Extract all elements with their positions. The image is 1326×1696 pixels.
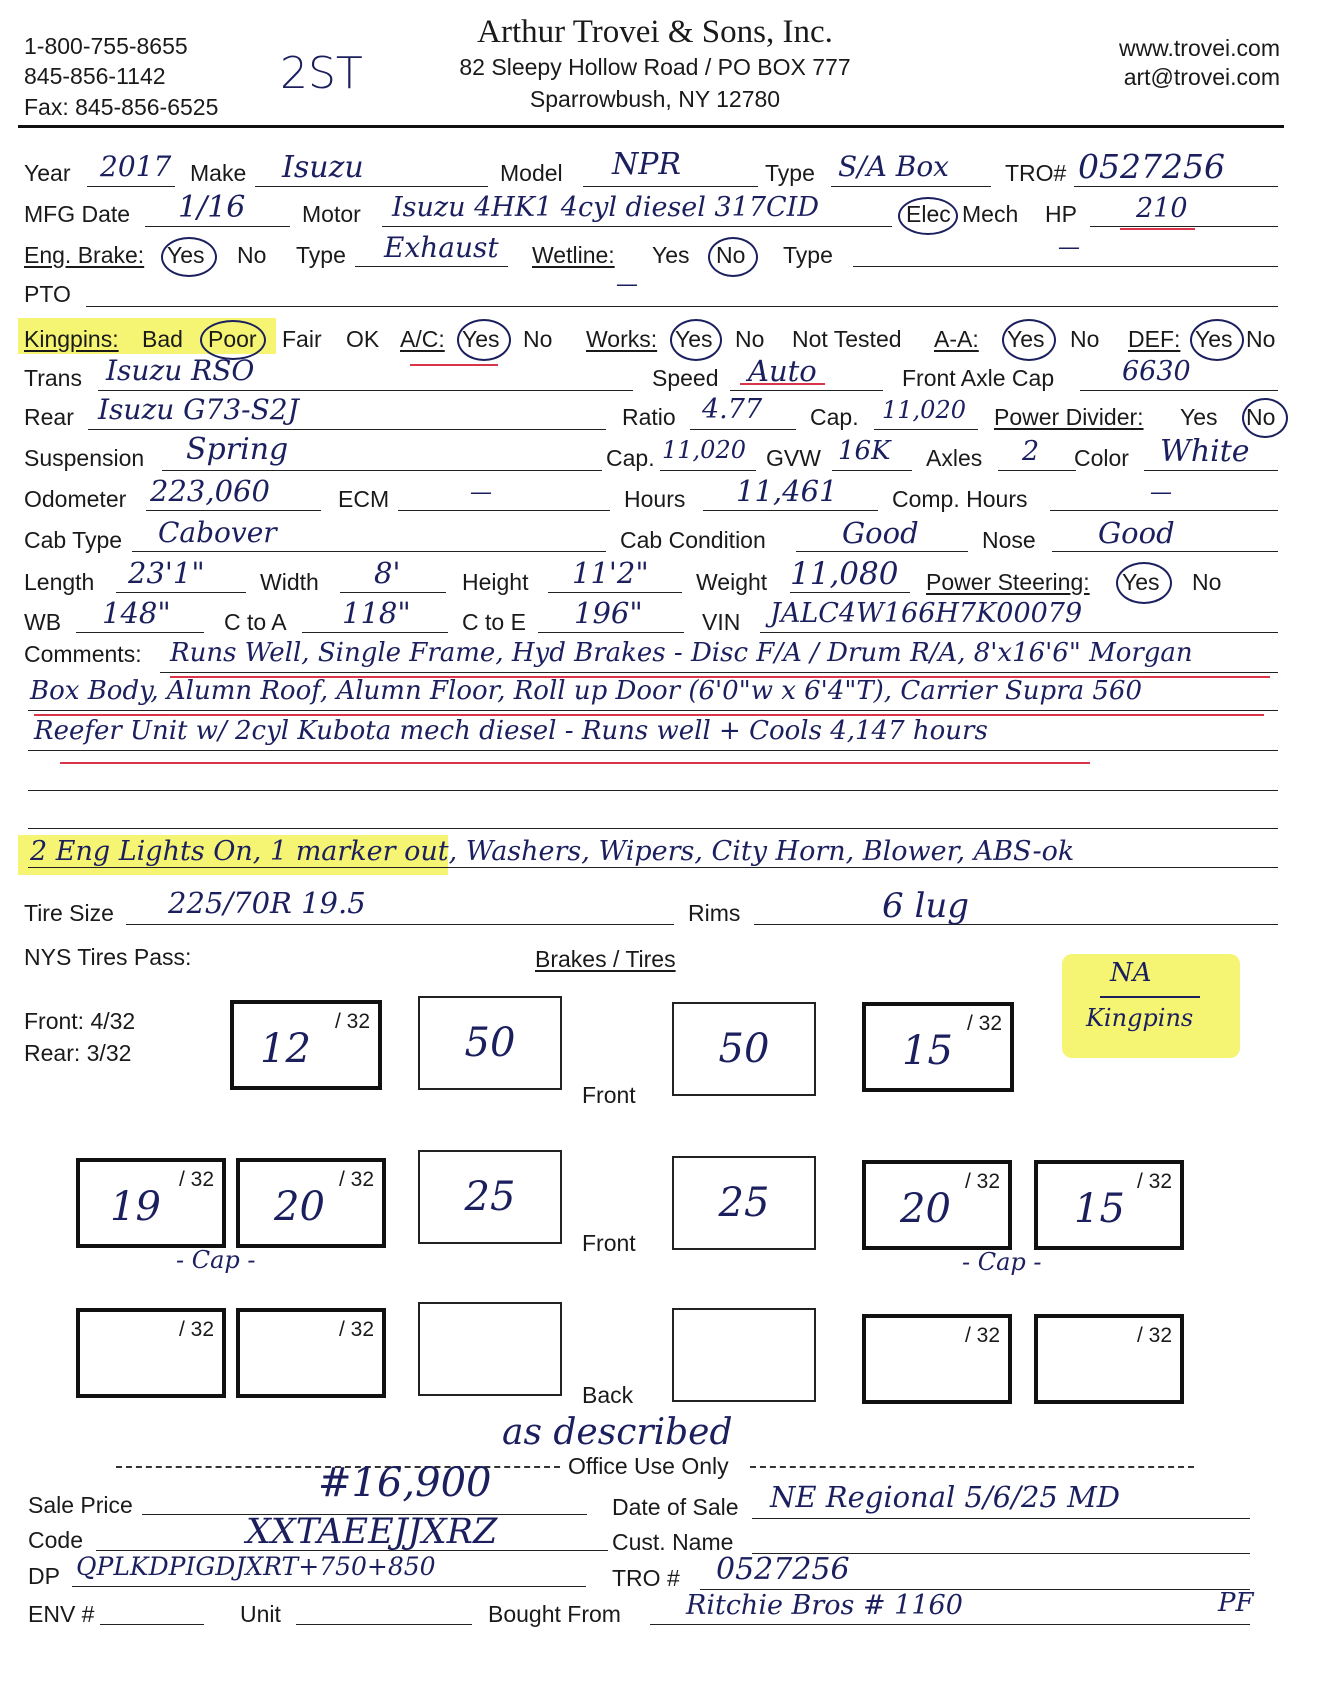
notes-line <box>28 867 1278 868</box>
wet-type-value[interactable]: — <box>1058 235 1080 260</box>
c-to-a-value[interactable]: 118" <box>342 596 411 630</box>
sale-price-value[interactable]: #16,900 <box>318 1460 492 1506</box>
ratio-line <box>690 429 796 430</box>
odometer-label: Odometer <box>24 486 127 512</box>
gvw-label: GVW <box>766 445 821 471</box>
wb-label: WB <box>24 609 62 635</box>
vin-label: VIN <box>702 609 741 635</box>
dp-value[interactable]: QPLKDPIGDJXRT+750+850 <box>76 1552 436 1581</box>
ac-red-mark <box>410 364 498 366</box>
c-to-a-label: C to A <box>224 609 287 635</box>
cap-right-note: - Cap - <box>962 1248 1042 1276</box>
mid-left-outer-tire-value: 19 <box>110 1184 161 1230</box>
company-website[interactable]: www.trovei.com <box>1118 35 1280 61</box>
mfg-date-line <box>145 226 290 227</box>
company-address-2: Sparrowbush, NY 12780 <box>529 86 781 112</box>
speed-value[interactable]: Auto <box>748 354 817 388</box>
sale-price-label: Sale Price <box>28 1492 133 1518</box>
tire-size-line <box>126 924 674 925</box>
susp-cap-label: Cap. <box>606 445 655 471</box>
phone-2: 845-856-1142 <box>24 63 166 89</box>
elec-option[interactable]: Elec <box>906 201 951 227</box>
speed-label: Speed <box>652 365 719 391</box>
power-divider-yes[interactable]: Yes <box>1180 404 1218 430</box>
comp-hours-value[interactable]: — <box>1150 480 1172 505</box>
mid-right-brake-value: 25 <box>718 1180 770 1226</box>
front-left-tire-box[interactable] <box>230 1000 382 1090</box>
front-left-brake-box[interactable] <box>418 996 562 1090</box>
comment-line-3 <box>28 750 1278 751</box>
hours-label: Hours <box>624 486 686 512</box>
env-line <box>100 1624 204 1625</box>
front-left-tire-denom: / 32 <box>334 1010 370 1033</box>
axles-label: Axles <box>926 445 983 471</box>
office-dash-right <box>750 1466 1194 1468</box>
hours-value[interactable]: 11,461 <box>736 474 838 508</box>
mid-left-inner-tire-value: 20 <box>274 1184 325 1230</box>
rear-left-inner-tire-denom: / 32 <box>338 1318 374 1341</box>
type-label: Type <box>765 160 815 186</box>
susp-cap-line <box>660 470 756 471</box>
c-to-e-line <box>538 632 684 633</box>
c-to-a-line <box>302 632 448 633</box>
front-right-tire-box[interactable] <box>862 1002 1014 1092</box>
wetline-dash: — <box>616 272 638 297</box>
power-steering-no[interactable]: No <box>1192 569 1222 595</box>
trans-label: Trans <box>24 365 82 391</box>
cab-condition-label: Cab Condition <box>620 527 766 553</box>
kingpins-note-top: NA <box>1110 958 1152 988</box>
mid-right-inner-tire-box[interactable] <box>862 1160 1012 1250</box>
wetline-yes[interactable]: Yes <box>652 242 690 268</box>
rear-label: Rear <box>24 404 74 430</box>
ratio-label: Ratio <box>622 404 676 430</box>
color-value[interactable]: White <box>1160 434 1250 469</box>
weight-line <box>790 592 910 593</box>
works-label: Works: <box>586 326 658 352</box>
pto-line <box>86 306 1278 307</box>
comp-hours-label: Comp. Hours <box>892 486 1028 512</box>
mid-left-inner-tire-box[interactable] <box>236 1158 386 1248</box>
front-left-tire-value: 12 <box>260 1026 311 1072</box>
back-label: Back <box>582 1382 634 1408</box>
works-no[interactable]: No <box>735 326 765 352</box>
rear-value[interactable]: Isuzu G73-S2J <box>98 393 299 426</box>
rear-left-brake-box[interactable] <box>418 1302 562 1396</box>
header-divider <box>18 125 1284 128</box>
kingpins-note-divider <box>1100 996 1200 998</box>
rear-left-outer-tire-box[interactable] <box>76 1308 226 1398</box>
ac-yes[interactable]: Yes <box>462 326 500 352</box>
mid-right-outer-tire-box[interactable] <box>1034 1160 1184 1250</box>
front-axle-cap-label: Front Axle Cap <box>902 365 1055 391</box>
odometer-line <box>146 510 321 511</box>
type-line <box>831 186 991 187</box>
bought-from-value[interactable]: Ritchie Bros # 1160 <box>686 1590 963 1621</box>
code-label: Code <box>28 1527 83 1553</box>
mid-left-brake-box[interactable] <box>418 1150 562 1244</box>
dp-line <box>72 1586 586 1587</box>
company-name: Arthur Trovei & Sons, Inc. <box>477 14 833 50</box>
mid-right-brake-box[interactable] <box>672 1156 816 1250</box>
color-label: Color <box>1074 445 1129 471</box>
c-to-e-label: C to E <box>462 609 526 635</box>
ratio-value[interactable]: 4.77 <box>702 394 763 425</box>
rear-cap-label: Cap. <box>810 404 859 430</box>
rear-right-brake-box[interactable] <box>672 1308 816 1402</box>
comment-3[interactable]: Reefer Unit w/ 2cyl Kubota mech diesel - Runs well + Cools 4,147 hours <box>34 716 988 746</box>
power-steering-yes[interactable]: Yes <box>1122 569 1160 595</box>
handwritten-code: 2ST <box>280 48 363 99</box>
front-right-tire-value: 15 <box>902 1028 953 1074</box>
mech-option[interactable]: Mech <box>962 201 1019 227</box>
wetline-label: Wetline: <box>532 242 615 268</box>
height-line <box>548 592 682 593</box>
works-not-tested[interactable]: Not Tested <box>792 326 902 352</box>
tro2-label: TRO # <box>612 1565 680 1591</box>
suspension-label: Suspension <box>24 445 145 471</box>
aa-label: A-A: <box>934 326 979 352</box>
cab-type-line <box>132 551 606 552</box>
wet-type-label: Type <box>783 242 833 268</box>
mid-left-outer-tire-denom: / 32 <box>178 1168 214 1191</box>
tro2-value[interactable]: 0527256 <box>716 1552 850 1587</box>
motor-line <box>382 226 892 227</box>
power-divider-no[interactable]: No <box>1246 404 1276 430</box>
rear-left-inner-tire-box[interactable] <box>236 1308 386 1398</box>
susp-cap-value[interactable]: 11,020 <box>662 436 746 464</box>
comment-line-2 <box>28 710 1278 711</box>
front-right-brake-box[interactable] <box>672 1002 816 1096</box>
comp-hours-line <box>1050 510 1278 511</box>
cab-type-value[interactable]: Cabover <box>158 516 277 549</box>
speed-line <box>730 390 883 391</box>
eng-type-line <box>355 266 508 267</box>
wb-line <box>76 632 204 633</box>
mid-right-inner-tire-value: 20 <box>900 1186 951 1232</box>
rims-line <box>754 924 1278 925</box>
length-label: Length <box>24 569 95 595</box>
hours-line <box>703 510 878 511</box>
model-line <box>583 186 758 187</box>
rims-value[interactable]: 6 lug <box>882 886 969 926</box>
comment-line-4 <box>28 790 1278 791</box>
eng-type-value[interactable]: Exhaust <box>384 231 499 264</box>
def-label: DEF: <box>1128 326 1181 352</box>
hp-value[interactable]: 210 <box>1136 193 1188 224</box>
width-value[interactable]: 8' <box>374 556 401 590</box>
unit-label: Unit <box>240 1601 281 1627</box>
kingpins-note-bottom: Kingpins <box>1086 1004 1194 1032</box>
color-line <box>1144 470 1278 471</box>
eng-brake-yes[interactable]: Yes <box>167 242 205 268</box>
unit-line <box>296 1624 472 1625</box>
hp-label: HP <box>1045 201 1077 227</box>
front-right-tire-denom: / 32 <box>966 1012 1002 1035</box>
trans-value[interactable]: Isuzu RSO <box>106 354 255 387</box>
mfg-date-label: MFG Date <box>24 201 131 227</box>
weight-value[interactable]: 11,080 <box>790 556 899 592</box>
ecm-line <box>398 510 610 511</box>
aa-yes[interactable]: Yes <box>1007 326 1045 352</box>
rear-cap-line <box>874 429 978 430</box>
height-label: Height <box>462 569 529 595</box>
motor-label: Motor <box>302 201 361 227</box>
nose-line <box>1052 551 1278 552</box>
axles-value[interactable]: 2 <box>1022 436 1040 467</box>
length-line <box>116 592 246 593</box>
width-label: Width <box>260 569 319 595</box>
width-line <box>340 592 446 593</box>
tire-size-label: Tire Size <box>24 900 114 926</box>
hp-red-mark <box>1120 228 1195 230</box>
rear-right-inner-tire-denom: / 32 <box>964 1324 1000 1347</box>
motor-value[interactable]: Isuzu 4HK1 4cyl diesel 317CID <box>392 192 819 223</box>
kingpins-ok[interactable]: OK <box>346 326 380 352</box>
mid-left-outer-tire-box[interactable] <box>76 1158 226 1248</box>
kingpins-poor[interactable]: Poor <box>208 326 257 352</box>
ecm-label: ECM <box>338 486 390 512</box>
vin-value[interactable]: JALC4W166H7K00079 <box>770 598 1083 629</box>
mid-left-inner-tire-denom: / 32 <box>338 1168 374 1191</box>
power-steering-label: Power Steering: <box>926 569 1090 595</box>
works-yes[interactable]: Yes <box>675 326 713 352</box>
vin-line <box>760 632 1278 633</box>
inspection-notes[interactable]: 2 Eng Lights On, 1 marker out, Washers, Wipers, City Horn, Blower, ABS-ok <box>30 836 1075 867</box>
nose-label: Nose <box>982 527 1036 553</box>
tro-line <box>1074 186 1278 187</box>
eng-brake-no[interactable]: No <box>237 242 267 268</box>
type-value[interactable]: S/A Box <box>838 150 949 183</box>
aa-no[interactable]: No <box>1070 326 1100 352</box>
rear-line <box>88 429 606 430</box>
comments-label: Comments: <box>24 641 142 667</box>
company-email[interactable]: art@trovei.com <box>1123 64 1280 90</box>
cap-left-note: - Cap - <box>176 1246 256 1274</box>
cab-type-label: Cab Type <box>24 527 123 553</box>
suspension-line <box>162 470 602 471</box>
speed-red-mark <box>740 383 825 385</box>
date-of-sale-label: Date of Sale <box>612 1494 739 1520</box>
front-axle-cap-line <box>1080 390 1278 391</box>
gvw-line <box>832 470 912 471</box>
phone-1: 1-800-755-8655 <box>24 33 188 59</box>
weight-label: Weight <box>696 569 768 595</box>
nys-tires-label: NYS Tires Pass: <box>24 944 192 970</box>
rims-label: Rims <box>688 900 741 926</box>
company-address-1: 82 Sleepy Hollow Road / PO BOX 777 <box>459 54 851 80</box>
trans-line <box>98 390 633 391</box>
mfg-date-value[interactable]: 1/16 <box>178 190 246 225</box>
model-label: Model <box>500 160 563 186</box>
cust-name-label: Cust. Name <box>612 1529 734 1555</box>
wb-value[interactable]: 148" <box>102 596 171 630</box>
brakes-tires-heading: Brakes / Tires <box>535 946 676 972</box>
year-value[interactable]: 2017 <box>100 150 172 183</box>
rear-cap-value[interactable]: 11,020 <box>882 396 966 424</box>
as-described-note: as described <box>502 1412 733 1453</box>
ac-label: A/C: <box>400 326 445 352</box>
nose-value[interactable]: Good <box>1098 516 1175 550</box>
front-spec: Front: 4/32 <box>24 1008 136 1034</box>
rear-left-outer-tire-denom: / 32 <box>178 1318 214 1341</box>
mid-right-inner-tire-denom: / 32 <box>964 1170 1000 1193</box>
kingpins-label: Kingpins: <box>24 326 119 352</box>
def-yes[interactable]: Yes <box>1195 326 1233 352</box>
comment-3-red <box>60 762 1090 764</box>
initials: PF <box>1218 1588 1254 1618</box>
hp-line <box>1090 226 1278 227</box>
model-value[interactable]: NPR <box>612 147 682 182</box>
pto-label: PTO <box>24 281 71 307</box>
wet-type-line <box>853 266 1278 267</box>
comment-1[interactable]: Runs Well, Single Frame, Hyd Brakes - Disc F/A / Drum R/A, 8'x16'6" Morgan <box>170 638 1193 668</box>
wetline-no[interactable]: No <box>716 242 746 268</box>
code-value[interactable]: XXTAEEJJXRZ <box>246 1512 498 1552</box>
cab-condition-value[interactable]: Good <box>842 516 919 550</box>
make-line <box>255 186 488 187</box>
def-no[interactable]: No <box>1246 326 1276 352</box>
ecm-value[interactable]: — <box>470 480 492 505</box>
rear-right-inner-tire-box[interactable] <box>862 1314 1012 1404</box>
c-to-e-value[interactable]: 196" <box>574 596 643 630</box>
gvw-value[interactable]: 16K <box>838 436 891 466</box>
eng-type-label: Type <box>296 242 346 268</box>
height-value[interactable]: 11'2" <box>572 556 649 590</box>
tro-label: TRO# <box>1005 160 1067 186</box>
rear-right-outer-tire-box[interactable] <box>1034 1314 1184 1404</box>
front-left-brake-value: 50 <box>464 1020 516 1066</box>
tire-size-value[interactable]: 225/70R 19.5 <box>168 886 366 920</box>
mid-left-brake-value: 25 <box>464 1174 516 1220</box>
rear-spec: Rear: 3/32 <box>24 1040 132 1066</box>
front-axle-cap-value[interactable]: 6630 <box>1122 356 1191 387</box>
length-value[interactable]: 23'1" <box>128 556 205 590</box>
fax-number: Fax: 845-856-6525 <box>24 94 219 120</box>
front-label-1: Front <box>582 1082 636 1108</box>
kingpins-fair[interactable]: Fair <box>282 326 322 352</box>
tro-value[interactable]: 0527256 <box>1078 147 1225 186</box>
year-line <box>87 186 175 187</box>
date-of-sale-value[interactable]: NE Regional 5/6/25 MD <box>770 1480 1121 1514</box>
cab-condition-line <box>796 551 968 552</box>
ac-no[interactable]: No <box>523 326 553 352</box>
year-label: Year <box>24 160 71 186</box>
rear-right-outer-tire-denom: / 32 <box>1136 1324 1172 1347</box>
eng-brake-label: Eng. Brake: <box>24 242 145 268</box>
front-right-brake-value: 50 <box>718 1026 770 1072</box>
bought-from-label: Bought From <box>488 1601 621 1627</box>
office-use-heading: Office Use Only <box>568 1453 729 1479</box>
axles-line <box>998 470 1076 471</box>
kingpins-bad[interactable]: Bad <box>142 326 183 352</box>
power-divider-label: Power Divider: <box>994 404 1144 430</box>
mid-right-outer-tire-denom: / 32 <box>1136 1170 1172 1193</box>
comment-2[interactable]: Box Body, Alumn Roof, Alumn Floor, Roll up Door (6'0"w x 6'4"T), Carrier Supra 560 <box>30 676 1143 706</box>
dp-label: DP <box>28 1563 60 1589</box>
comment-line-5 <box>28 828 1278 829</box>
comment-line-1 <box>160 672 1278 673</box>
bought-from-line <box>650 1624 1250 1625</box>
odometer-value[interactable]: 223,060 <box>150 474 270 508</box>
env-label: ENV # <box>28 1601 95 1627</box>
mid-right-outer-tire-value: 15 <box>1074 1186 1125 1232</box>
make-label: Make <box>190 160 247 186</box>
date-of-sale-line <box>752 1518 1250 1519</box>
front-label-2: Front <box>582 1230 636 1256</box>
suspension-value[interactable]: Spring <box>186 432 289 467</box>
make-value[interactable]: Isuzu <box>282 150 364 185</box>
